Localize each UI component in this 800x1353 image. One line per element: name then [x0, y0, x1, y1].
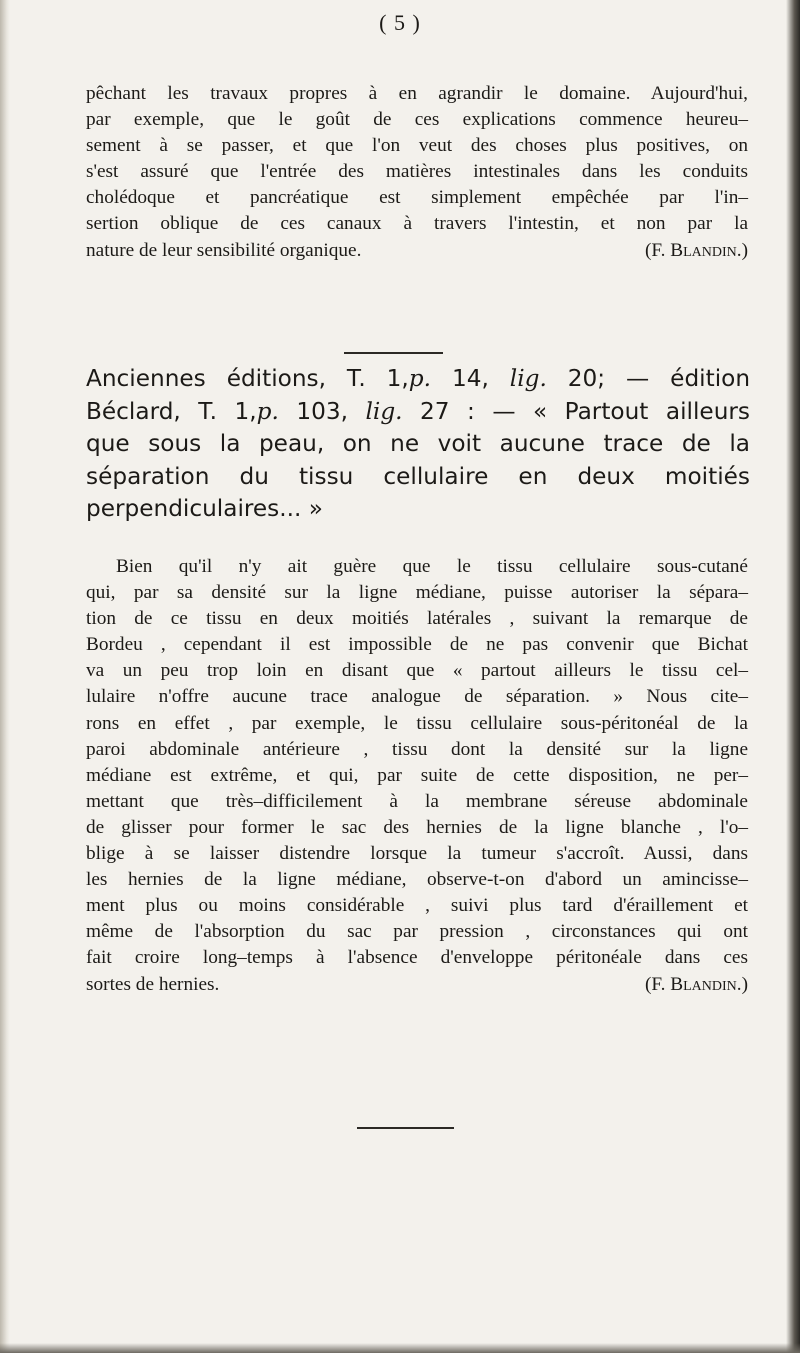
- text-segment: 27 : — « Partout ailleurs: [420, 397, 750, 425]
- text-segment: Anciennes éditions, T. 1,: [86, 365, 409, 392]
- text-segment: 103,: [296, 397, 349, 425]
- text-line: ment plus ou moins considérable , suivi plus tard d'éraillement et: [86, 895, 748, 917]
- text-line: de glisser pour former le sac des hernies de la ligne blanche , l'o–: [86, 816, 748, 838]
- text-line: mettant que très–difficilement à la membrane séreuse abdominale: [86, 790, 748, 812]
- text-segment: lig.: [365, 397, 403, 425]
- text-segment: p.: [408, 365, 431, 392]
- text-line: que sous la peau, on ne voit aucune trace de la: [86, 430, 750, 458]
- text-line: va un peu trop loin en disant que « partout ailleurs le tissu cel–: [86, 660, 748, 682]
- page-left-shadow: [0, 0, 10, 1353]
- text-line-last: [86, 238, 748, 264]
- text-line: paroi abdominale antérieure , tissu dont la densité sur la ligne: [86, 738, 748, 760]
- text-line-last: [86, 972, 748, 998]
- page-number: ( 5 ): [379, 10, 421, 35]
- text-line: blige à se laisser distendre lorsque la tumeur s'accroît. Aussi, dans: [86, 843, 748, 865]
- text-line: rons en effet , par exemple, le tissu cellulaire sous-péritonéal de la: [86, 712, 748, 734]
- footnote-blandin-1: [86, 81, 748, 264]
- text-line: lulaire n'offre aucune trace analogue de séparation. » Nous cite–: [86, 686, 748, 708]
- text-segment: 14,: [451, 365, 489, 392]
- text-line: pêchant les travaux propres à en agrandir le domaine. Aujourd'hui,: [86, 83, 748, 104]
- main-passage: [86, 363, 750, 526]
- text-line: par exemple, que le goût de ces explications commence heureu–: [86, 109, 748, 131]
- text-line: les hernies de la ligne médiane, observe-t-on d'abord un amincisse–: [86, 869, 748, 891]
- text-line-end: nature de leur sensibilité organique.: [86, 239, 362, 261]
- text-line: cholédoque et pancréatique est simplement empêchée par l'in–: [86, 187, 748, 209]
- text-line: Bordeu , cependant il est impossible de ne pas convenir que Bichat: [86, 634, 748, 656]
- text-line: fait croire long–temps à l'absence d'enveloppe péritonéale dans ces: [86, 947, 748, 969]
- page-bottom-shadow: [0, 1343, 800, 1353]
- text-line: perpendiculaires... »: [86, 495, 323, 523]
- text-segment: lig.: [509, 365, 547, 392]
- text-line: qui, par sa densité sur la ligne médiane, puisse autoriser la sépara–: [86, 582, 748, 604]
- text-segment: 20; — édition: [567, 365, 751, 392]
- text-segment: p.: [256, 397, 279, 425]
- text-line: [86, 396, 750, 429]
- text-line: [86, 363, 750, 396]
- signature: (F. Blandin.): [645, 973, 748, 995]
- page-right-shadow: [786, 0, 800, 1353]
- text-segment: Béclard, T. 1,: [86, 397, 257, 425]
- text-line-end: sortes de hernies.: [86, 973, 220, 995]
- text-line: tion de ce tissu en deux moitiés latérales , suivant la remarque de: [86, 608, 748, 630]
- text-line: Bien qu'il n'y ait guère que le tissu cellulaire sous-cutané: [116, 556, 748, 577]
- text-line: médiane est extrême, et qui, par suite de cette disposition, ne per–: [86, 764, 748, 786]
- text-line: séparation du tissu cellulaire en deux moitiés: [86, 462, 750, 490]
- footnote-blandin-2: [86, 554, 748, 998]
- text-line: s'est assuré que l'entrée des matières intestinales dans les conduits: [86, 161, 748, 183]
- section-divider: [357, 1127, 454, 1129]
- section-divider: [344, 352, 443, 354]
- text-line: sertion oblique de ces canaux à travers l'intestin, et non par la: [86, 213, 748, 235]
- signature: (F. Blandin.): [645, 239, 748, 261]
- text-line: même de l'absorption du sac par pression , circonstances qui ont: [86, 921, 748, 943]
- text-line: sement à se passer, et que l'on veut des choses plus positives, on: [86, 135, 748, 157]
